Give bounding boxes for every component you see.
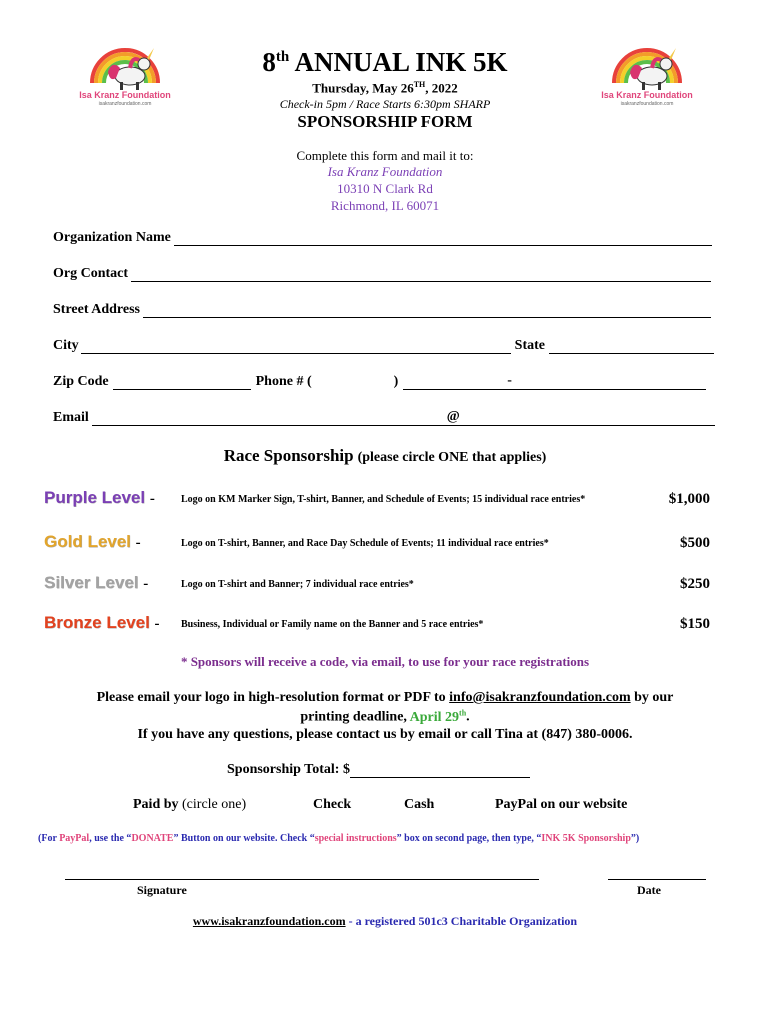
mail-address-street: 10310 N Clark Rd	[337, 181, 433, 196]
contact-line: If you have any questions, please contact us by email or call Tina at (847) 380-0006.	[137, 727, 633, 742]
street-label: Street Address	[53, 302, 140, 317]
logo-url: isakranzfoundation.com	[98, 101, 152, 107]
org-name-row	[53, 230, 712, 246]
option-check[interactable]: Check	[313, 797, 352, 812]
footer-tagline: - a registered 501c3 Charitable Organization	[348, 914, 578, 928]
logo-url: isakranzfoundation.com	[620, 101, 674, 107]
level-dash: -	[154, 616, 160, 632]
level-title: Silver Level	[44, 573, 139, 592]
phone-close-paren: )	[393, 374, 399, 389]
org-contact-input[interactable]	[131, 269, 711, 282]
logo-request-line2: printing deadline, April 29th.	[300, 708, 470, 725]
level-name[interactable]	[44, 532, 141, 552]
level-title: Gold Level	[44, 532, 131, 551]
email-domain-input[interactable]	[460, 413, 715, 426]
level-title: Bronze Level	[44, 613, 150, 632]
phone-line-input[interactable]	[512, 377, 706, 390]
org-name-input[interactable]	[174, 233, 712, 246]
email-at: @	[446, 409, 460, 424]
footer	[0, 914, 770, 929]
city-input[interactable]	[81, 341, 511, 354]
level-description: Business, Individual or Family name on the Banner and 5 race entries*	[181, 619, 484, 630]
option-paypal[interactable]: PayPal on our website	[495, 797, 628, 812]
email-link[interactable]: info@isakranzfoundation.com	[449, 690, 631, 705]
phone-label: Phone # (	[255, 374, 312, 389]
email-row	[53, 409, 715, 426]
deadline-date: April 29th	[409, 708, 467, 725]
sponsorship-total-input[interactable]	[350, 765, 530, 778]
city-label: City	[53, 338, 79, 353]
city-row	[53, 338, 714, 354]
mail-intro: Complete this form and mail it to:	[296, 148, 474, 163]
state-label: State	[514, 338, 545, 353]
level-price: $500	[680, 535, 710, 551]
level-dash: -	[135, 535, 141, 551]
street-row	[53, 302, 711, 318]
event-date: Thursday, May 26TH, 2022	[312, 80, 458, 96]
sponsorship-total-row	[227, 762, 530, 778]
logo-name: Isa Kranz Foundation	[79, 90, 171, 100]
signature-input[interactable]	[65, 867, 539, 880]
email-label: Email	[53, 410, 89, 425]
date-label: Date	[637, 883, 661, 897]
event-title: 8th ANNUAL INK 5K	[262, 47, 508, 77]
zip-phone-row	[53, 373, 706, 390]
level-description: Logo on KM Marker Sign, T-shirt, Banner, and Schedule of Events; 15 individual race entries*	[181, 494, 586, 505]
level-price: $250	[680, 576, 710, 592]
sponsorship-total-label: Sponsorship Total: $	[227, 762, 350, 777]
level-title: Purple Level	[44, 488, 146, 507]
logo-name: Isa Kranz Foundation	[601, 90, 693, 100]
level-name[interactable]	[44, 613, 160, 633]
paid-by-label: Paid by (circle one)	[133, 797, 247, 812]
checkin-time: Check-in 5pm / Race Starts 6:30pm SHARP	[279, 97, 491, 111]
level-dash: -	[143, 576, 149, 592]
form-title: SPONSORSHIP FORM	[297, 112, 473, 131]
level-description: Logo on T-shirt and Banner; 7 individual race entries*	[181, 579, 414, 590]
phone-area-input[interactable]	[312, 378, 394, 390]
email-user-input[interactable]	[92, 413, 447, 426]
logo-request-line1: Please email your logo in high-resolution format or PDF to info@isakranzfoundation.com by our	[96, 690, 674, 705]
zip-input[interactable]	[113, 377, 251, 390]
state-input[interactable]	[549, 341, 714, 354]
sponsor-code-note: * Sponsors will receive a code, via email, to use for your race registrations	[180, 654, 590, 669]
level-name[interactable]	[44, 488, 155, 508]
level-description: Logo on T-shirt, Banner, and Race Day Schedule of Events; 11 individual race entries*	[181, 538, 549, 549]
org-name-label: Organization Name	[53, 230, 171, 245]
street-input[interactable]	[143, 305, 711, 318]
signature-label: Signature	[137, 883, 187, 897]
level-price: $1,000	[668, 491, 710, 507]
org-contact-row	[53, 266, 711, 282]
sponsorship-heading: Race Sponsorship (please circle ONE that applies)	[223, 446, 547, 465]
level-name[interactable]	[44, 573, 148, 593]
mail-address-city: Richmond, IL 60071	[330, 198, 440, 213]
footer-website-link[interactable]: www.isakranzfoundation.com	[192, 914, 346, 928]
date-input[interactable]	[608, 867, 706, 880]
zip-label: Zip Code	[53, 374, 109, 389]
phone-prefix-input[interactable]	[403, 377, 507, 390]
paypal-instructions: (For PayPal, use the “DONATE” Button on our website. Check “special instructions” box on second page, then type, “INK 5K Sponsorship”)	[38, 833, 640, 844]
level-price: $150	[680, 616, 710, 632]
org-contact-label: Org Contact	[53, 266, 129, 281]
level-dash: -	[149, 491, 155, 507]
option-cash[interactable]: Cash	[404, 797, 435, 812]
phone-dash: -	[507, 373, 512, 388]
mail-address-name: Isa Kranz Foundation	[327, 164, 443, 179]
